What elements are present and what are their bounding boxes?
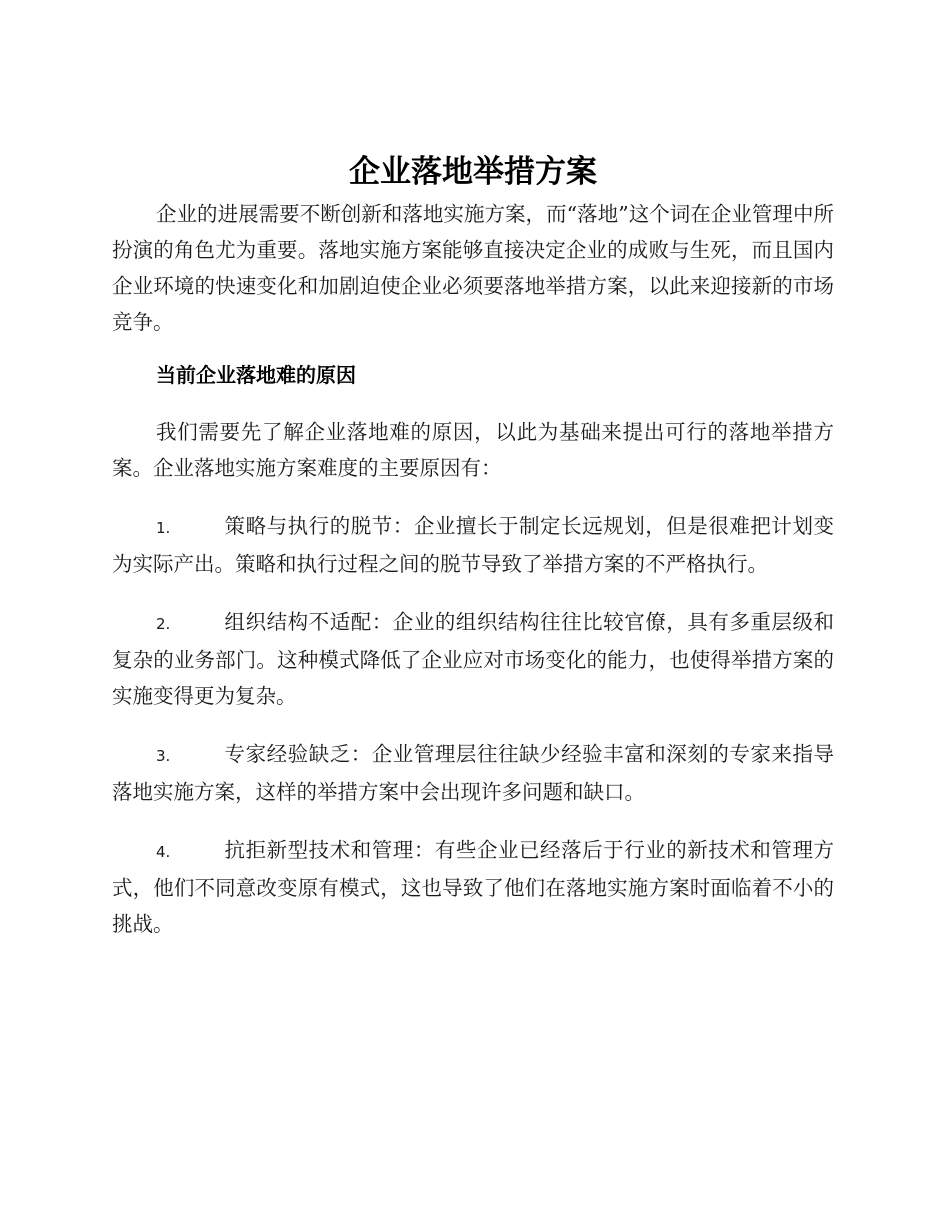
list-item bbox=[112, 508, 834, 582]
section-lead-paragraph: 我们需要先了解企业落地难的原因，以此为基础来提出可行的落地举措方案。企业落地实施方案难度的主要原因有： bbox=[112, 420, 834, 480]
list-item-text: 抗拒新型技术和管理：有些企业已经落后于行业的新技术和管理方式，他们不同意改变原有模式，这也导致了他们在落地实施方案时面临着不小的挑战。 bbox=[112, 838, 834, 936]
list-item bbox=[112, 736, 834, 810]
reasons-list bbox=[112, 508, 834, 942]
list-item-text: 专家经验缺乏：企业管理层往往缺少经验丰富和深刻的专家来指导落地实施方案，这样的举措方案中会出现许多问题和缺口。 bbox=[112, 742, 834, 804]
intro-paragraph: 企业的进展需要不断创新和落地实施方案，而“落地”这个词在企业管理中所扮演的角色尤为重要。落地实施方案能够直接决定企业的成败与生死，而且国内企业环境的快速变化和加剧迫使企业必须要落地举措方案，以此来迎接新的市场竞争。 bbox=[112, 202, 834, 334]
section-heading: 当前企业落地难的原因 bbox=[156, 363, 356, 387]
list-item-number: 2. bbox=[156, 615, 171, 633]
list-item-number: 3. bbox=[156, 747, 171, 765]
list-item-number: 1. bbox=[156, 519, 171, 537]
document-page bbox=[112, 150, 834, 964]
list-item-text: 策略与执行的脱节：企业擅长于制定长远规划，但是很难把计划变为实际产出。策略和执行过程之间的脱节导致了举措方案的不严格执行。 bbox=[112, 514, 834, 576]
list-item-number: 4. bbox=[156, 843, 171, 861]
list-item bbox=[112, 604, 834, 714]
list-item-text: 组织结构不适配：企业的组织结构往往比较官僚，具有多重层级和复杂的业务部门。这种模式降低了企业应对市场变化的能力，也使得举措方案的实施变得更为复杂。 bbox=[112, 610, 834, 708]
list-item bbox=[112, 832, 834, 942]
document-title: 企业落地举措方案 bbox=[349, 154, 597, 190]
